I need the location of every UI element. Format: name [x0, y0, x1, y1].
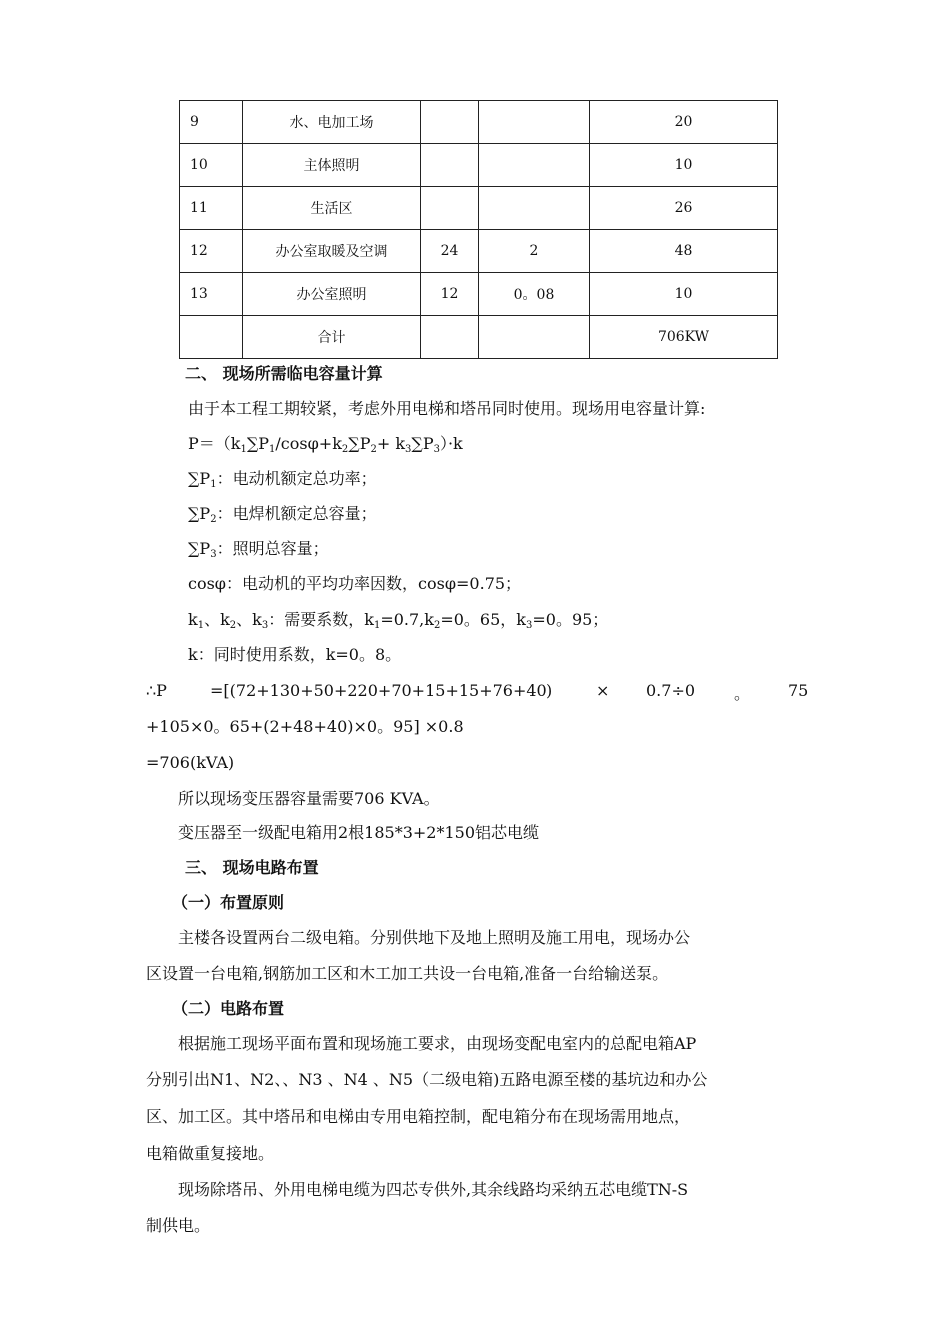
subsection-layout-principle: （一）布置原则: [172, 893, 285, 912]
subsection-circuit-layout: （二）电路布置: [172, 999, 285, 1018]
table-cell-c2: [421, 101, 479, 144]
table-cell-no: 13: [180, 273, 243, 316]
table-row: [180, 187, 778, 230]
table-row: [180, 230, 778, 273]
table-cell-total: 10: [590, 273, 778, 316]
circuit-line-4: 电箱做重复接地。: [146, 1144, 275, 1163]
table-cell-name: 生活区: [243, 187, 421, 230]
table-cell-total: 48: [590, 230, 778, 273]
sum-p2-definition: $\sum P_2$：电焊机额定总容量；: [188, 504, 377, 525]
section3-heading: 三、 现场电路布置: [185, 858, 319, 877]
table-cell-c2: 12: [421, 273, 479, 316]
calculation-line-2: +105×0。65+(2+48+40)×0。95] ×0.8: [146, 717, 464, 736]
table-row: [180, 101, 778, 144]
section2-intro: 由于本工程工期较紧，考虑外用电梯和塔吊同时使用。现场用电容量计算:: [188, 399, 706, 418]
calc-dot: 。: [734, 684, 751, 703]
load-table: [179, 100, 778, 359]
cable-system-line-2: 制供电。: [146, 1216, 211, 1235]
table-cell-name: 办公室取暖及空调: [243, 230, 421, 273]
table-cell-no: [180, 316, 243, 359]
table-cell-name: 水、电加工场: [243, 101, 421, 144]
circuit-line-3: 区、加工区。其中塔吊和电梯由专用电箱控制，配电箱分布在现场需用地点，: [146, 1107, 691, 1126]
table-cell-name: 合计: [243, 316, 421, 359]
calc-paren: ): [546, 681, 553, 700]
table-cell-total: 26: [590, 187, 778, 230]
calculation-result: =706(kVA): [146, 753, 235, 772]
table-row: [180, 273, 778, 316]
table-cell-c3: [479, 187, 590, 230]
principle-line-2: 区设置一台电箱,钢筋加工区和木工加工共设一台电箱,准备一台给输送泵。: [146, 964, 669, 983]
calc-sum: =[(72+130+50+220+70+15+15+76+40: [210, 681, 547, 700]
simultaneity-factor-definition: k：同时使用系数，k=0。8。: [188, 645, 402, 664]
calc-times: ×: [596, 681, 610, 700]
table-cell-c3: [479, 101, 590, 144]
table-cell-c2: [421, 187, 479, 230]
table-cell-c2: [421, 316, 479, 359]
power-formula: $P=(k_1\sum P_1/\cos\varphi+k_2\sum P_2+ k_3\sum P_3)\cdot k$: [188, 434, 463, 455]
table-cell-c3: 2: [479, 230, 590, 273]
table-cell-no: 12: [180, 230, 243, 273]
circuit-line-2: 分别引出N1、N2、、N3 、N4 、N5（二级电箱)五路电源至楼的基坑边和办公: [146, 1070, 708, 1089]
calc-75: 75: [788, 681, 809, 700]
table-cell-name: 主体照明: [243, 144, 421, 187]
sum-p3-definition: $\sum P_3$：照明总容量；: [188, 539, 329, 560]
cable-specification: 变压器至一级配电箱用2根185*3+2*150铝芯电缆: [178, 823, 540, 842]
table-cell-c2: 24: [421, 230, 479, 273]
table-cell-total: 10: [590, 144, 778, 187]
table-cell-no: 9: [180, 101, 243, 144]
table-cell-c3: [479, 316, 590, 359]
cable-system-line-1: 现场除塔吊、外用电梯电缆为四芯专供外,其余线路均采纳五芯电缆TN-S: [178, 1180, 689, 1199]
principle-line-1: 主楼各设置两台二级电箱。分别供地下及地上照明及施工用电，现场办公: [178, 928, 691, 947]
circuit-line-1: 根据施工现场平面布置和现场施工要求，由现场变配电室内的总配电箱AP: [178, 1034, 697, 1053]
cos-phi-definition: cosφ：电动机的平均功率因数，cosφ=0.75；: [188, 574, 522, 593]
table-cell-c3: 0。08: [479, 273, 590, 316]
sum-p1-definition: $\sum P_1$：电动机额定总功率；: [188, 469, 377, 490]
demand-factor-definition: $k_1$、$k_2$、$k_3$：需要系数，$k_1=0.7,k_2=0$。65，$k_3=0$。95；: [188, 610, 609, 631]
table-row: [180, 316, 778, 359]
table-cell-c3: [479, 144, 590, 187]
calc-therefore: ∴P: [146, 681, 167, 700]
table-cell-total: 706KW: [590, 316, 778, 359]
table-row: [180, 144, 778, 187]
table-cell-total: 20: [590, 101, 778, 144]
calculation-line-1: [146, 681, 816, 703]
table-cell-c2: [421, 144, 479, 187]
table-cell-no: 10: [180, 144, 243, 187]
transformer-conclusion: 所以现场变压器容量需要706 KVA。: [178, 789, 440, 808]
section2-heading: 二、 现场所需临电容量计算: [185, 364, 383, 383]
table-cell-no: 11: [180, 187, 243, 230]
table-cell-name: 办公室照明: [243, 273, 421, 316]
calc-factor: 0.7÷0: [646, 681, 696, 700]
